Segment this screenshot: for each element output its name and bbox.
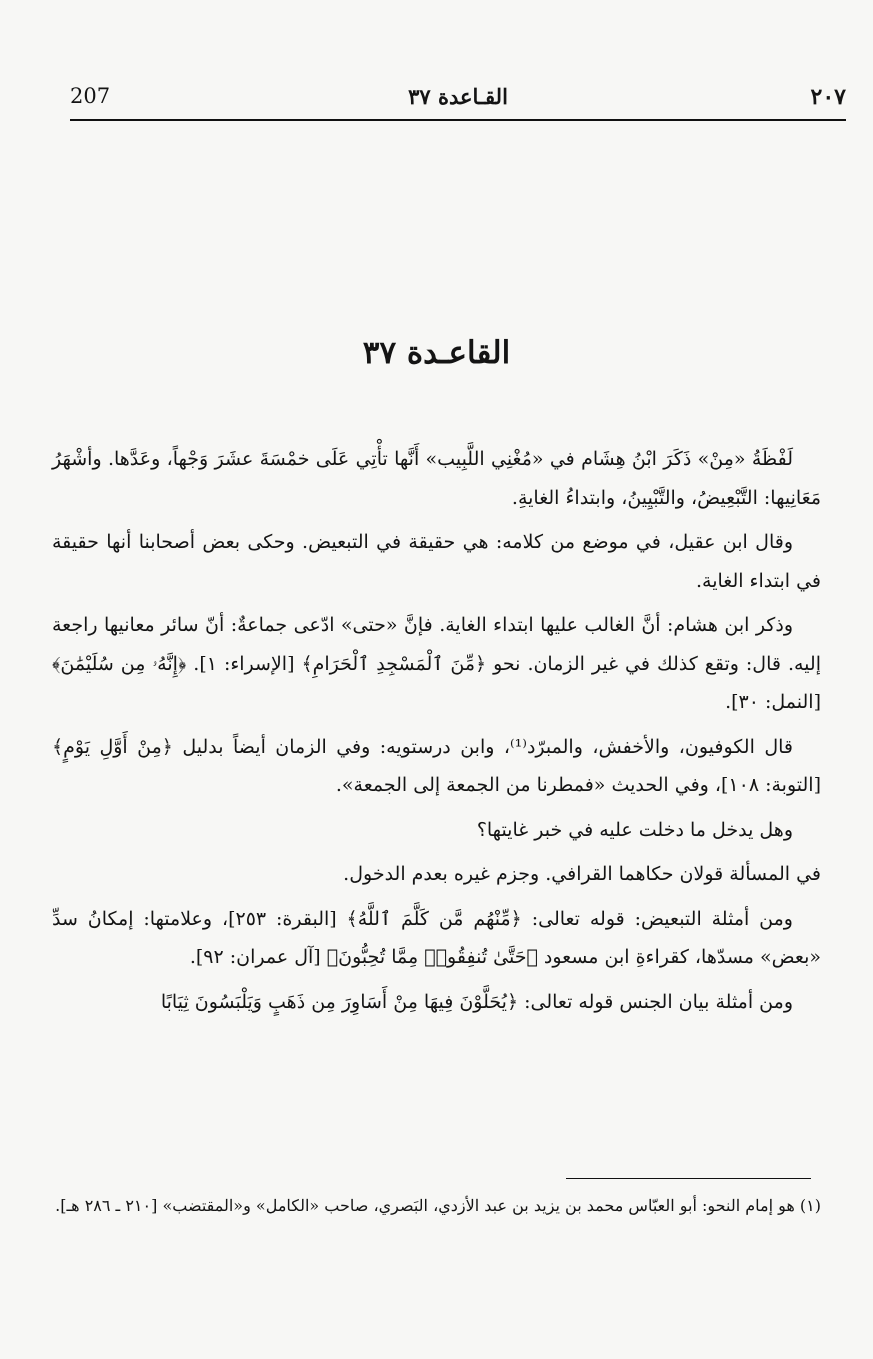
running-title: القـاعدة ٣٧: [408, 84, 508, 109]
paragraph: قال الكوفيون، والأخفش، والمبرّد⁽¹⁾، وابن درستويه: وفي الزمان أيضاً بدليل ﴿مِنْ أَوَّلِ يَوْمٍ﴾ [التوبة: ١٠٨]، وفي الحديث «فمطرنا من الجمعة إلى الجمعة».: [52, 735, 821, 796]
paragraph: ومن أمثلة التبعيض: قوله تعالى: ﴿مِّنْهُم مَّن كَلَّمَ ٱللَّهُ﴾ [البقرة: ٢٥٣]، وعلامتها: إمكانُ سدِّ «بعض» مسدّها، كقراءةِ ابن مسعود ﴿حَتَّىٰ تُنفِقُوا۟ مِمَّا تُحِبُّونَ﴾ [آل عمران: ٩٢].: [52, 907, 821, 968]
footnote: (١) هو إمام النحو: أبو العبّاس محمد بن يزيد بن عبد الأزدي، البَصري، صاحب «الكامل» و«المقتضب» [٢١٠ ـ ٢٨٦ هـ].: [55, 1196, 821, 1215]
running-header: [70, 82, 846, 114]
section-heading: القاعـدة ٣٧: [362, 335, 511, 371]
page-number-latin: 207: [70, 84, 111, 108]
paragraph: لَفْظَةُ «مِنْ» ذَكَرَ ابْنُ هِشَام في «مُغْنِي اللَّبِيب» أَنَّها تأْتِي عَلَى خمْسَةَ عشَرَ وَجْهاً، وعَدَّها. وأشْهَرُ مَعَانِيها: التَّبْعِيضُ، والتَّبْيِينُ، وابتداءُ الغايةِ.: [52, 448, 821, 509]
footnote-rule: [566, 1178, 811, 1179]
paragraph: وقال ابن عقيل، في موضع من كلامه: هي حقيقة في التبعيض. وحكى بعض أصحابنا أنها حقيقة في ابتداء الغاية.: [52, 531, 821, 592]
paragraph: وهل يدخل ما دخلت عليه في خبر غايتها؟: [476, 818, 793, 841]
header-rule: [70, 119, 846, 121]
paragraph: ومن أمثلة بيان الجنس قوله تعالى: ﴿يُحَلَّوْنَ فِيهَا مِنْ أَسَاوِرَ مِن ذَهَبٍ وَيَلْبَسُونَ ثِيَابًا: [160, 990, 793, 1013]
body-text: [52, 440, 821, 1027]
page-number-arabic: ٢٠٧: [810, 84, 846, 110]
paragraph: في المسألة قولان حكاهما القرافي. وجزم غيره بعدم الدخول.: [343, 863, 821, 885]
paragraph: وذكر ابن هشام: أنَّ الغالب عليها ابتداء الغاية. فإنَّ «حتى» ادّعى جماعةٌ: أنّ سائر معانيها راجعة إليه. قال: وتقع كذلك في غير الزمان. نحو ﴿مِّنَ ٱلْمَسْجِدِ ٱلْحَرَامِ﴾ [الإسراء: ١]. ﴿إِنَّهُۥ مِن سُلَيْمَٰنَ﴾ [النمل: ٣٠].: [52, 614, 821, 713]
